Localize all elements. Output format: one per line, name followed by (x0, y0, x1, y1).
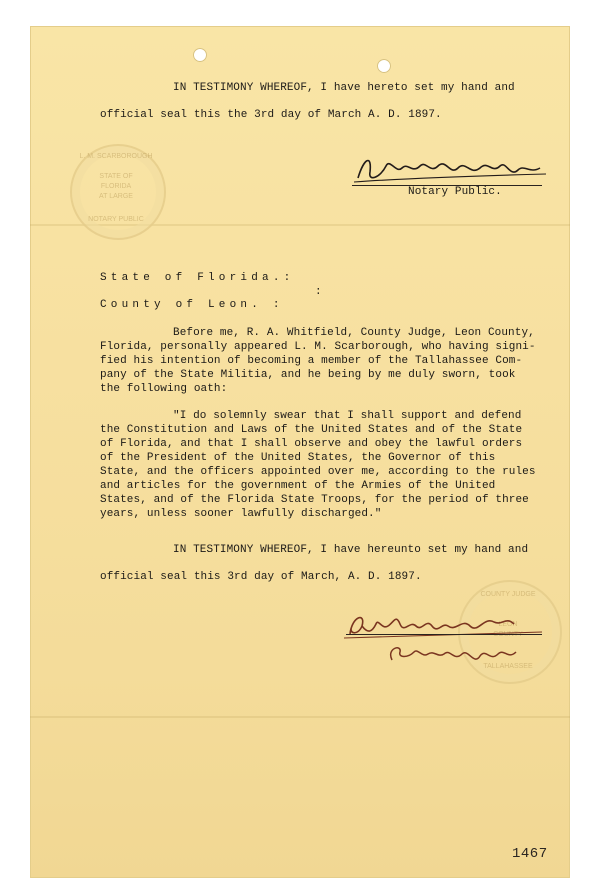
bottom-testimony-line2: official seal this 3rd day of March, A. D. 1897. (100, 571, 422, 583)
body-line: Florida, personally appeared L. M. Scarborough, who having signi- (100, 341, 536, 353)
oath-line: of Florida, and that I shall observe and obey the lawful orders (100, 438, 523, 450)
notary-seal-name: L. M. SCARBOROUGH (79, 153, 153, 160)
venue-state: State of Florida.: (100, 272, 295, 284)
judge-signature (338, 604, 548, 674)
oath-line: "I do solemnly swear that I shall support and defend (173, 410, 522, 422)
punch-hole (377, 59, 391, 73)
judge-seal-line: LEON (498, 621, 518, 628)
top-testimony-line1: IN TESTIMONY WHEREOF, I have hereto set my hand and (173, 82, 515, 94)
oath-line: years, unless sooner lawfully discharged." (100, 508, 382, 520)
body-line: the following oath: (100, 383, 228, 395)
top-testimony-line2: official seal this the 3rd day of March A. D. 1897. (100, 109, 442, 121)
notary-seal-line: AT LARGE (99, 193, 133, 200)
notary-seal-line: STATE OF (99, 173, 133, 180)
oath-line: and articles for the government of the Armies of the United (100, 480, 496, 492)
notary-title: Notary Public. (408, 186, 502, 198)
oath-line: States, and of the Florida State Troops, for the period of three (100, 494, 529, 506)
judge-signature-line (346, 634, 542, 635)
bottom-testimony-line1: IN TESTIMONY WHEREOF, I have hereunto set my hand and (173, 544, 529, 556)
punch-hole (193, 48, 207, 62)
notary-seal-line: FLORIDA (100, 183, 132, 190)
body-line: Before me, R. A. Whitfield, County Judge, Leon County, (173, 327, 535, 339)
venue-colon: : (315, 286, 322, 298)
oath-line: of the President of the United States, the Governor of this (100, 452, 496, 464)
judge-seal-line: TALLAHASSEE (483, 663, 533, 670)
body-line: fied his intention of becoming a member of the Tallahassee Com- (100, 355, 523, 367)
venue-county: County of Leon. : (100, 299, 284, 311)
notary-seal-line: NOTARY PUBLIC (88, 216, 144, 223)
body-line: pany of the State Militia, and he being by me duly sworn, took (100, 369, 516, 381)
oath-line: State, and the officers appointed over me, according to the rules (100, 466, 536, 478)
paper-fold (30, 716, 570, 718)
notary-signature (350, 148, 550, 190)
page-number: 1467 (512, 846, 548, 862)
judge-seal-line: COUNTY JUDGE (480, 591, 536, 598)
oath-line: the Constitution and Laws of the United States and of the State (100, 424, 523, 436)
